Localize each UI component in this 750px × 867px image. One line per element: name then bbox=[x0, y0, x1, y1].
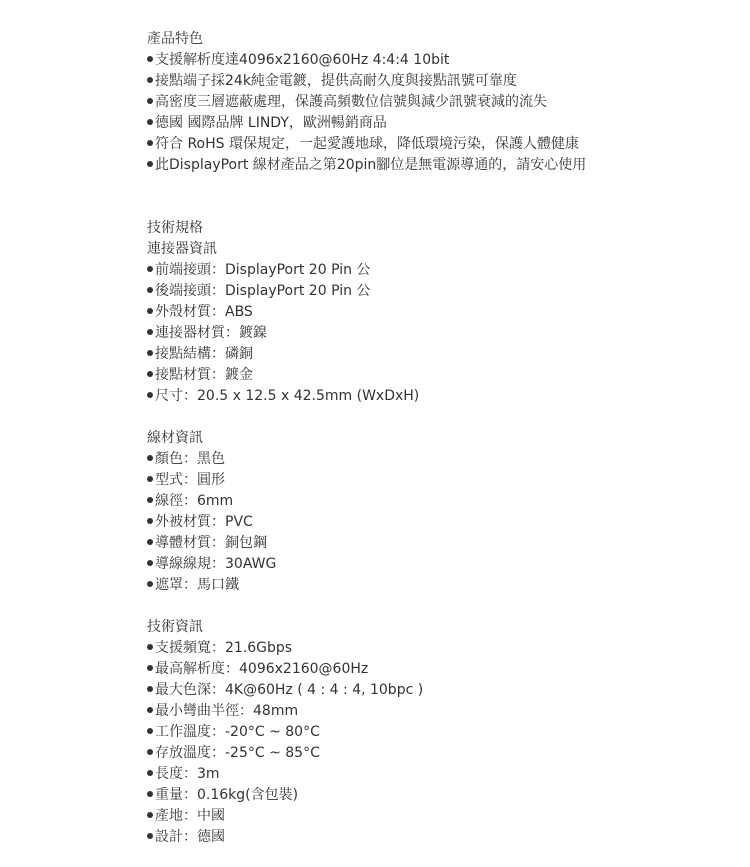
bullet-icon bbox=[147, 455, 153, 461]
bullet-icon bbox=[147, 728, 153, 734]
list-item-text: 後端接頭：DisplayPort 20 Pin 公 bbox=[155, 283, 371, 299]
bullet-icon bbox=[147, 119, 153, 125]
list-item bbox=[147, 701, 727, 722]
section-gap bbox=[147, 596, 727, 617]
bullet-icon bbox=[147, 581, 153, 587]
list-item-text: 最小彎曲半徑：48mm bbox=[155, 703, 299, 719]
list-item-text: 產地：中國 bbox=[155, 808, 225, 824]
list-item bbox=[147, 134, 727, 155]
list-item-text: 支援頻寬：21.6Gbps bbox=[155, 640, 293, 656]
bullet-icon bbox=[147, 98, 153, 104]
list-item-text: 支援解析度達4096x2160@60Hz 4:4:4 10bit bbox=[155, 52, 450, 68]
section-gap bbox=[147, 176, 727, 218]
list-item bbox=[147, 470, 727, 491]
list-item bbox=[147, 806, 727, 827]
list-item-text: 導體材質：銅包鋼 bbox=[155, 535, 267, 551]
specs-heading: 技術規格 bbox=[147, 220, 203, 236]
list-item bbox=[147, 302, 727, 323]
bullet-icon bbox=[147, 833, 153, 839]
list-item bbox=[147, 281, 727, 302]
list-item bbox=[147, 365, 727, 386]
list-item bbox=[147, 575, 727, 596]
list-item bbox=[147, 344, 727, 365]
bullet-icon bbox=[147, 140, 153, 146]
list-item-text: 高密度三層遮蔽處理，保護高頻數位信號與減少訊號衰減的流失 bbox=[155, 94, 547, 110]
tech-list bbox=[147, 638, 727, 848]
list-item bbox=[147, 554, 727, 575]
list-item bbox=[147, 743, 727, 764]
list-item-text: 長度：3m bbox=[155, 766, 220, 782]
list-item-text: 最大色深：4K@60Hz ( 4 : 4 : 4, 10bpc ) bbox=[155, 682, 424, 698]
bullet-icon bbox=[147, 77, 153, 83]
bullet-icon bbox=[147, 749, 153, 755]
bullet-icon bbox=[147, 308, 153, 314]
list-item-text: 外殼材質：ABS bbox=[155, 304, 253, 320]
list-item bbox=[147, 449, 727, 470]
list-item bbox=[147, 386, 727, 407]
list-item bbox=[147, 659, 727, 680]
list-item-text: 型式：圓形 bbox=[155, 472, 225, 488]
bullet-icon bbox=[147, 392, 153, 398]
list-item bbox=[147, 533, 727, 554]
list-item-text: 前端接頭：DisplayPort 20 Pin 公 bbox=[155, 262, 371, 278]
bullet-icon bbox=[147, 665, 153, 671]
bullet-icon bbox=[147, 287, 153, 293]
list-item-text: 設計：德國 bbox=[155, 829, 225, 845]
list-item-text: 導線線規：30AWG bbox=[155, 556, 277, 572]
list-item bbox=[147, 827, 727, 848]
bullet-icon bbox=[147, 644, 153, 650]
list-item-text: 尺寸：20.5 x 12.5 x 42.5mm (WxDxH) bbox=[155, 388, 420, 404]
list-item bbox=[147, 680, 727, 701]
cable-heading: 線材資訊 bbox=[147, 430, 203, 446]
list-item bbox=[147, 512, 727, 533]
list-item bbox=[147, 323, 727, 344]
list-item-text: 德國 國際品牌 LINDY，歐洲暢銷商品 bbox=[155, 115, 387, 131]
connector-list bbox=[147, 260, 727, 407]
list-item bbox=[147, 155, 727, 176]
list-item-text: 接點材質：鍍金 bbox=[155, 367, 253, 383]
bullet-icon bbox=[147, 560, 153, 566]
bullet-icon bbox=[147, 539, 153, 545]
bullet-icon bbox=[147, 266, 153, 272]
bullet-icon bbox=[147, 791, 153, 797]
list-item-text: 此DisplayPort 線材產品之第20pin腳位是無電源導通的，請安心使用 bbox=[155, 157, 587, 173]
features-list bbox=[147, 50, 727, 176]
bullet-icon bbox=[147, 686, 153, 692]
bullet-icon bbox=[147, 371, 153, 377]
list-item-text: 接點結構：磷銅 bbox=[155, 346, 253, 362]
cable-list bbox=[147, 449, 727, 596]
list-item bbox=[147, 764, 727, 785]
bullet-icon bbox=[147, 707, 153, 713]
list-item-text: 工作溫度：-20°C ~ 80°C bbox=[155, 724, 320, 740]
connector-heading: 連接器資訊 bbox=[147, 241, 217, 257]
list-item-text: 符合 RoHS 環保規定，一起愛護地球，降低環境污染，保護人體健康 bbox=[155, 136, 579, 152]
list-item bbox=[147, 491, 727, 512]
list-item bbox=[147, 785, 727, 806]
bullet-icon bbox=[147, 161, 153, 167]
product-description bbox=[147, 29, 727, 848]
list-item-text: 重量：0.16kg(含包裝) bbox=[155, 787, 299, 803]
list-item-text: 存放溫度：-25°C ~ 85°C bbox=[155, 745, 320, 761]
list-item bbox=[147, 260, 727, 281]
list-item-text: 接點端子採24k純金電鍍，提供高耐久度與接點訊號可靠度 bbox=[155, 73, 517, 89]
features-heading: 產品特色 bbox=[147, 31, 203, 47]
bullet-icon bbox=[147, 329, 153, 335]
bullet-icon bbox=[147, 518, 153, 524]
bullet-icon bbox=[147, 770, 153, 776]
list-item bbox=[147, 113, 727, 134]
list-item-text: 最高解析度：4096x2160@60Hz bbox=[155, 661, 369, 677]
tech-heading: 技術資訊 bbox=[147, 619, 203, 635]
bullet-icon bbox=[147, 350, 153, 356]
list-item bbox=[147, 92, 727, 113]
list-item-text: 顏色：黑色 bbox=[155, 451, 225, 467]
list-item bbox=[147, 50, 727, 71]
bullet-icon bbox=[147, 497, 153, 503]
bullet-icon bbox=[147, 56, 153, 62]
list-item-text: 線徑：6mm bbox=[155, 493, 234, 509]
list-item-text: 遮罩：馬口鐵 bbox=[155, 577, 239, 593]
list-item bbox=[147, 71, 727, 92]
section-gap bbox=[147, 407, 727, 428]
list-item-text: 連接器材質：鍍鎳 bbox=[155, 325, 267, 341]
bullet-icon bbox=[147, 812, 153, 818]
list-item bbox=[147, 722, 727, 743]
bullet-icon bbox=[147, 476, 153, 482]
list-item-text: 外被材質：PVC bbox=[155, 514, 253, 530]
list-item bbox=[147, 638, 727, 659]
